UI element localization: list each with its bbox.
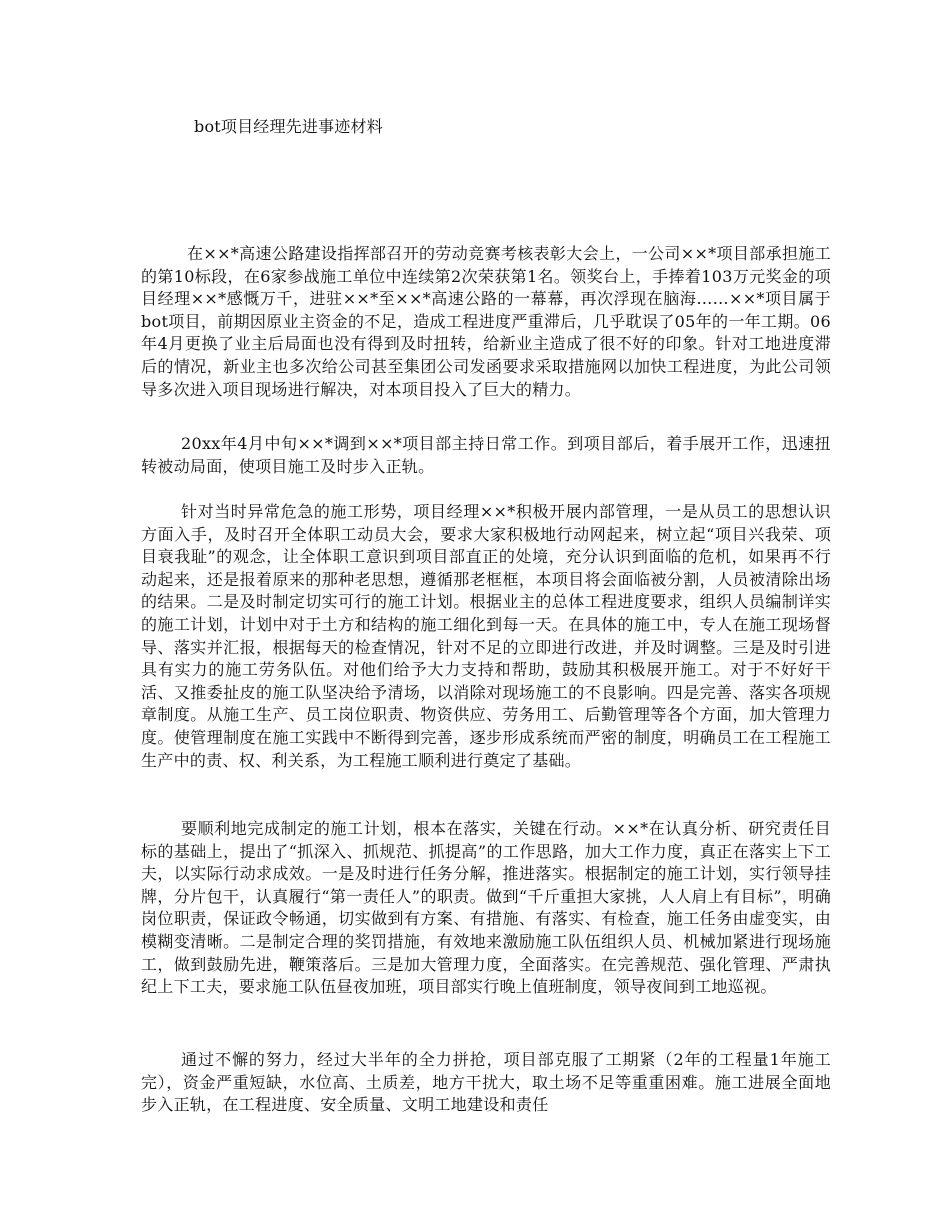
paragraph-1: 在××*高速公路建设指挥部召开的劳动竞赛考核表彰大会上，一公司××*项目部承担施工的第10标段，在6家参战施工单位中连续第2次荣获第1名。领奖台上，手捧着103万元奖金的项目经理××*感慨万千，进驻××*至××*高速公路的一幕幕，再次浮现在脑海……××*项目属于bot项目，前期因原业主资金的不足，造成工程进度严重滞后，几乎耽误了05年的一年工期。06年4月更换了业主后局面也没有得到及时扭转，给新业主造成了很不好的印象。针对工地进度滞后的情况，新业主也多次给公司甚至集团公司发函要求采取措施网以加快工程进度，为此公司领导多次进入项目现场进行解决，对本项目投入了巨大的精力。 xyxy=(141,244,831,399)
paragraph-5: 通过不懈的努力，经过大半年的全力拼抢，项目部克服了工期紧（2年的工程量1年施工完），资金严重短缺，水位高、土质差，地方干扰大，取土场不足等重重困难。施工进展全面地步入正轨，在工程进度、安全质量、文明工地建设和责任 xyxy=(141,1050,831,1115)
paragraph-3: 针对当时异常危急的施工形势，项目经理××*积极开展内部管理，一是从员工的思想认识方面入手，及时召开全体职工动员大会，要求大家积极地行动网起来，树立起“项目兴我荣、项目衰我耻”的观念，让全体职工意识到项目部直正的处境，充分认识到面临的危机，如果再不行动起来，还是报着原来的那种老思想，遵循那老框框，本项目将会面临被分割，人员被清除出场的结果。二是及时制定切实可行的施工计划。根据业主的总体工程进度要求，组织人员编制详实的施工计划，计划中对于土方和结构的施工细化到每一天。在具体的施工中，专人在施工现场督导、落实并汇报，根据每天的检查情况，针对不足的立即进行改进，并及时调整。三是及时引进具有实力的施工劳务队伍。对他们给予大力支持和帮助，鼓励其积极展开施工。对于不好好干活、又推委扯皮的施工队坚决给予清场，以消除对现场施工的不良影响。四是完善、落实各项规章制度。从施工生产、员工岗位职责、物资供应、劳务用工、后勤管理等各个方面，加大管理力度。使管理制度在施工实践中不断得到完善，逐步形成系统而严密的制度，明确员工在工程施工生产中的责、权、利关系，为工程施工顺利进行奠定了基础。 xyxy=(141,502,831,770)
paragraph-2: 20xx年4月中旬××*调到××*项目部主持日常工作。到项目部后，着手展开工作，迅速扭转被动局面，使项目施工及时步入正轨。 xyxy=(141,434,831,476)
document-title: bot项目经理先进事迹材料 xyxy=(194,117,383,136)
paragraph-4: 要顺利地完成制定的施工计划，根本在落实，关键在行动。××*在认真分析、研究责任目标的基础上，提出了“抓深入、抓规范、抓提高”的工作思路，加大工作力度，真正在落实上下工夫，以实际行动求成效。一是及时进行任务分解，推进落实。根据制定的施工计划，实行领导挂牌，分片包干，认真履行“第一责任人”的职责。做到“千斤重担大家挑，人人肩上有目标”，明确岗位职责，保证政令畅通，切实做到有方案、有措施、有落实、有检查，施工任务由虚变实，由模糊变清晰。二是制定合理的奖罚措施，有效地来激励施工队伍组织人员、机械加紧进行现场施工，做到鼓励先进，鞭策落后。三是加大管理力度，全面落实。在完善规范、强化管理、严肃执纪上下工夫，要求施工队伍昼夜加班，项目部实行晚上值班制度，领导夜间到工地巡视。 xyxy=(141,819,831,997)
